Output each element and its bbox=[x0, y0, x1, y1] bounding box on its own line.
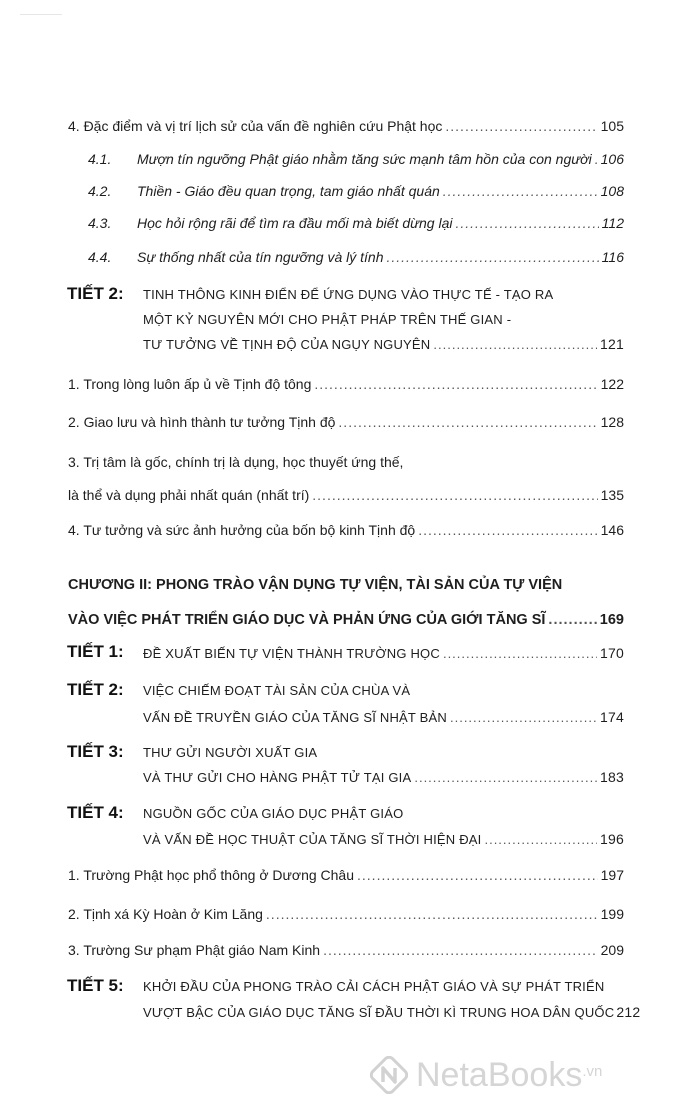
toc-entry-number: 4.3. bbox=[88, 215, 112, 231]
toc-entry-4-3 bbox=[88, 214, 624, 232]
toc-entry-label: Thiền - Giáo đều quan trọng, tam giáo nhất quán bbox=[137, 183, 440, 199]
toc-entry-page: 209 bbox=[600, 942, 624, 958]
tiet-3-title-line-2: VÀ THƯ GỬI CHO HÀNG PHẬT TỬ TẠI GIA ..... 183 bbox=[143, 768, 624, 787]
toc-entry-label: 3. Trường Sư phạm Phật giáo Nam Kinh bbox=[68, 942, 321, 958]
watermark-brand: NetaBooks bbox=[416, 1056, 583, 1094]
toc-entry-page: 121 bbox=[600, 336, 624, 352]
toc-entry-page: 106 bbox=[600, 151, 624, 167]
netabooks-watermark bbox=[370, 1052, 602, 1098]
toc-entry-label: 2. Tịnh xá Kỳ Hoàn ở Kim Lăng bbox=[68, 906, 263, 922]
toc-entry-page: 146 bbox=[600, 522, 624, 538]
leader-dots bbox=[314, 375, 597, 393]
toc-entry-page: 112 bbox=[601, 215, 624, 231]
leader-dots bbox=[266, 905, 598, 923]
toc-entry-sub-3-line-1: 3. Trị tâm là gốc, chính trị là dụng, học thuyết ứng thế, bbox=[68, 454, 404, 470]
tiet-5-title-line-2: VƯỢT BẬC CỦA GIÁO DỤC TĂNG SĨ ĐẦU THỜI KÌ TRUNG HOA DÂN QUỐC 212 bbox=[143, 1004, 641, 1020]
toc-entry-4 bbox=[68, 117, 624, 135]
netabooks-logo-icon bbox=[370, 1056, 408, 1094]
toc-entry-page: 169 bbox=[599, 612, 624, 628]
leader-dots bbox=[548, 611, 596, 629]
toc-entry-page: 105 bbox=[600, 118, 624, 134]
toc-entry-label: 2. Giao lưu và hình thành tư tưởng Tịnh độ bbox=[68, 414, 336, 430]
watermark-suffix: .vn bbox=[582, 1063, 603, 1080]
leader-dots bbox=[450, 709, 597, 727]
toc-entry-page: 197 bbox=[600, 867, 624, 883]
toc-entry-label: 1. Trường Phật học phổ thông ở Dương Châu bbox=[68, 867, 355, 883]
toc-entry-sub-3 bbox=[68, 486, 624, 504]
toc-entry-page: 199 bbox=[600, 906, 624, 922]
leader-dots bbox=[455, 214, 598, 232]
toc-entry-label: 4. Tư tưởng và sức ảnh hưởng của bốn bộ kinh Tịnh độ bbox=[68, 522, 416, 538]
leader-dots bbox=[595, 150, 598, 168]
toc-entry-label: Mượn tín ngưỡng Phật giáo nhằm tăng sức mạnh tâm hồn của con người bbox=[137, 151, 592, 167]
chapter-2-title-line-1: CHƯƠNG II: PHONG TRÀO VẬN DỤNG TỰ VIỆN, TÀI SẢN CỦA TỰ VIỆN bbox=[68, 577, 563, 593]
toc-entry-page: 135 bbox=[600, 487, 624, 503]
toc-entry-sub-b-2 bbox=[68, 905, 624, 923]
toc-entry-4-4 bbox=[88, 248, 624, 266]
tiet-2b-title-line-2: VẤN ĐỀ TRUYỀN GIÁO CỦA TĂNG SĨ NHẬT BẢN ..... 174 bbox=[143, 708, 624, 727]
tiet-1-title: ĐỀ XUẤT BIẾN TỰ VIỆN THÀNH TRƯỜNG HỌC ..... 170 bbox=[143, 644, 624, 663]
tiet-2b-label: TIẾT 2: bbox=[67, 680, 124, 699]
leader-dots bbox=[445, 117, 597, 135]
leader-dots bbox=[433, 336, 597, 354]
leader-dots bbox=[312, 486, 597, 504]
toc-entry-4-1 bbox=[88, 150, 624, 168]
toc-entry-page: 196 bbox=[600, 831, 624, 847]
toc-entry-page: 116 bbox=[601, 249, 624, 265]
toc-entry-sub-b-3 bbox=[68, 941, 624, 959]
tiet-4-title-line-1: NGUỒN GỐC CỦA GIÁO DỤC PHẬT GIÁO bbox=[143, 806, 404, 821]
crop-mark bbox=[20, 0, 62, 15]
tiet-3-label: TIẾT 3: bbox=[67, 742, 124, 761]
toc-entry-page: 174 bbox=[600, 709, 624, 725]
toc-entry-page: 108 bbox=[600, 183, 624, 199]
toc-entry-label: là thể và dụng phải nhất quán (nhất trí) bbox=[68, 487, 310, 503]
leader-dots bbox=[338, 413, 597, 431]
toc-entry-label: 4. Đặc điểm và vị trí lịch sử của vấn đề nghiên cứu Phật học bbox=[68, 118, 443, 134]
leader-dots bbox=[357, 866, 598, 884]
leader-dots bbox=[443, 182, 598, 200]
tiet-5-title-line-1: KHỞI ĐẦU CỦA PHONG TRÀO CẢI CÁCH PHẬT GIÁO VÀ SỰ PHÁT TRIỂN bbox=[143, 979, 605, 994]
toc-entry-number: 4.4. bbox=[88, 249, 112, 265]
toc-entry-sub-1 bbox=[68, 375, 624, 393]
tiet-1-label: TIẾT 1: bbox=[67, 642, 124, 661]
toc-entry-page: 170 bbox=[600, 645, 624, 661]
tiet-3-title-line-1: THƯ GỬI NGƯỜI XUẤT GIA bbox=[143, 745, 318, 760]
tiet-4-label: TIẾT 4: bbox=[67, 803, 124, 822]
toc-entry-page: 212 bbox=[616, 1004, 641, 1020]
tiet-2-title-line-3: TƯ TƯỞNG VỀ TỊNH ĐỘ CỦA NGỤY NGUYÊN ..... 121 bbox=[143, 335, 624, 354]
toc-entry-4-2 bbox=[88, 182, 624, 200]
tiet-5-label: TIẾT 5: bbox=[67, 976, 124, 995]
toc-entry-number: 4.1. bbox=[88, 151, 112, 167]
toc-entry-page: 183 bbox=[600, 769, 624, 785]
tiet-2-title-line-2: MỘT KỶ NGUYÊN MỚI CHO PHẬT PHÁP TRÊN THẾ GIAN - bbox=[143, 312, 512, 327]
tiet-2-title-line-1: TINH THÔNG KINH ĐIỂN ĐỂ ỨNG DỤNG VÀO THỰC TẾ - TẠO RA bbox=[143, 287, 554, 302]
leader-dots bbox=[418, 521, 597, 539]
toc-entry-sub-b-1 bbox=[68, 866, 624, 884]
leader-dots bbox=[386, 248, 598, 266]
toc-entry-label: Sự thống nhất của tín ngưỡng và lý tính bbox=[137, 249, 384, 265]
tiet-2-label: TIẾT 2: bbox=[67, 284, 124, 303]
leader-dots bbox=[323, 941, 598, 959]
leader-dots bbox=[484, 831, 597, 849]
toc-entry-page: 128 bbox=[600, 414, 624, 430]
toc-entry-sub-2 bbox=[68, 413, 624, 431]
toc-entry-sub-4 bbox=[68, 521, 624, 539]
toc-entry-label: 1. Trong lòng luôn ấp ủ về Tịnh độ tông bbox=[68, 376, 312, 392]
tiet-2b-title-line-1: VIỆC CHIẾM ĐOẠT TÀI SẢN CỦA CHÙA VÀ bbox=[143, 683, 411, 698]
toc-entry-label: Học hỏi rộng rãi để tìm ra đầu mối mà biết dừng lại bbox=[137, 215, 453, 231]
leader-dots bbox=[443, 645, 597, 663]
chapter-2-title-line-2: VÀO VIỆC PHÁT TRIỂN GIÁO DỤC VÀ PHẢN ỨNG CỦA GIỚI TĂNG SĨ ..... 169 bbox=[68, 611, 624, 629]
leader-dots bbox=[414, 769, 597, 787]
toc-entry-number: 4.2. bbox=[88, 183, 112, 199]
tiet-4-title-line-2: VÀ VẤN ĐỀ HỌC THUẬT CỦA TĂNG SĨ THỜI HIỆN ĐẠI ..... 196 bbox=[143, 830, 624, 849]
toc-entry-page: 122 bbox=[600, 376, 624, 392]
